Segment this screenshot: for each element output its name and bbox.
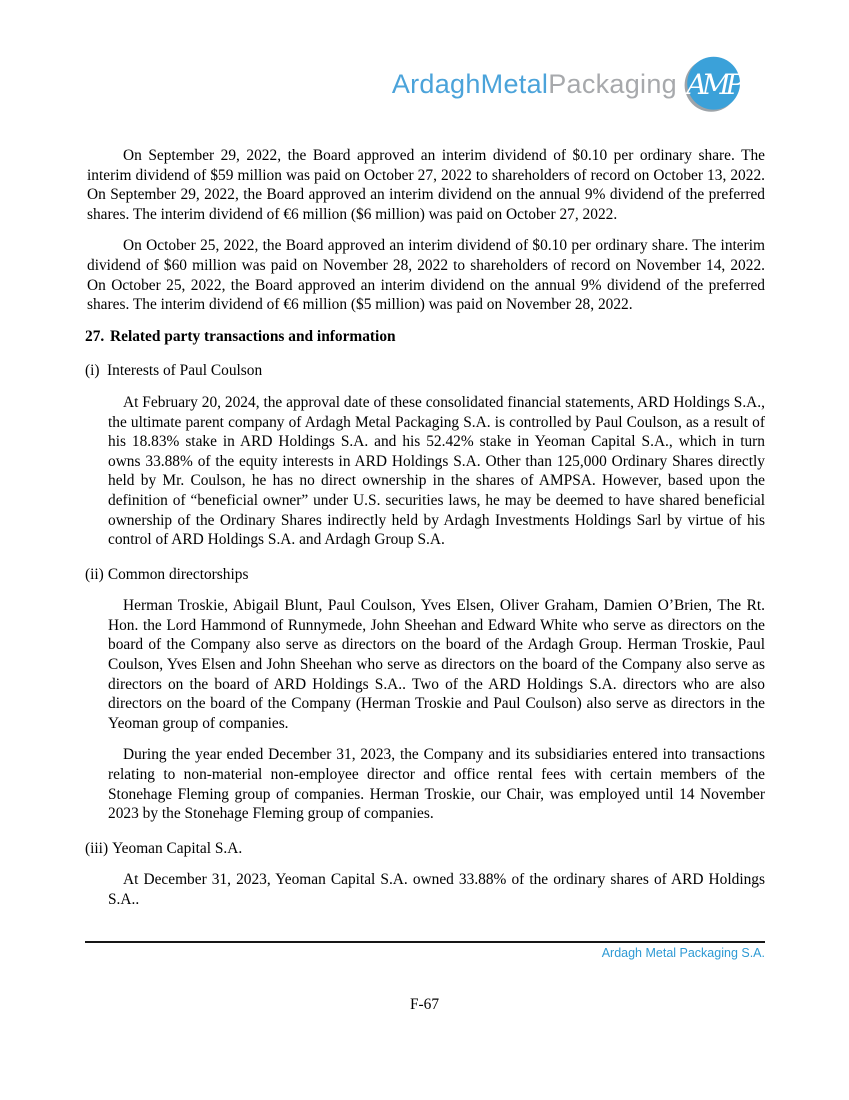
subsection-i-title: Interests of Paul Coulson: [107, 362, 263, 380]
logo-text-ardagh-metal: ArdaghMetal: [391, 68, 549, 99]
page-number: F-67: [409, 996, 440, 1013]
footer-company-name: Ardagh Metal Packaging S.A.: [601, 946, 765, 960]
footer-rule: [85, 941, 765, 943]
section-title: Related party transactions and information: [110, 327, 396, 345]
paragraph-stonehage-fleming: During the year ended December 31, 2023, the Company and its subsidiaries entered into transactions relating to non-material non-employee director and office rental fees with certain members of the Stonehage Fleming group of companies. Herman Troskie, our Chair, was employed until 14 November 2023 by the Stonehage Fleming group of companies.: [108, 746, 765, 823]
subsection-iii-heading: [85, 839, 765, 859]
subsection-ii-label: (ii): [85, 565, 104, 583]
logo-text-packaging: Packaging: [548, 68, 677, 99]
section-number: 27.: [85, 327, 105, 345]
amp-badge-icon: [684, 55, 742, 113]
subsection-iii-label: (iii): [85, 839, 109, 857]
paragraph-yeoman-capital: At December 31, 2023, Yeoman Capital S.A. owned 33.88% of the ordinary shares of ARD Holdings S.A..: [108, 871, 765, 908]
company-logo: [0, 0, 849, 113]
document-body: [0, 146, 849, 910]
subsection-ii-title: Common directorships: [107, 565, 249, 583]
subsection-iii-title: Yeoman Capital S.A.: [112, 839, 243, 857]
amp-badge-letters: AMP: [686, 68, 740, 101]
paragraph-common-directorships: Herman Troskie, Abigail Blunt, Paul Coulson, Yves Elsen, Oliver Graham, Damien O’Brien, The Rt. Hon. the Lord Hammond of Runnymede, John Sheehan and Edward White who serve as directors on the board of the Company also serve as directors on the board of the Ardagh Group. Herman Troskie, Paul Coulson, Yves Elsen and John Sheehan who serve as directors on the board of the Company also serve as directors on the board of ARD Holdings S.A.. Two of the ARD Holdings S.A. directors who are also directors on the board of the Company (Herman Troskie and Paul Coulson) also serve as directors in the Yeoman group of companies.: [108, 597, 765, 732]
subsection-ii-heading: [85, 565, 765, 585]
logo-wordmark: [391, 68, 677, 99]
section-heading: [85, 327, 765, 347]
subsection-i-heading: [85, 361, 765, 381]
paragraph-paul-coulson-interests: At February 20, 2024, the approval date of these consolidated financial statements, ARD Holdings S.A., the ultimate parent company of Ardagh Metal Packaging S.A. is controlled by Paul Coulson, as a result of his 18.83% stake in ARD Holdings S.A. and his 52.42% stake in Yeoman Capital S.A., which in turn owns 33.88% of the equity interests in ARD Holdings S.A. Other than 125,000 Ordinary Shares directly held by Mr. Coulson, he has no direct ownership in the shares of AMPSA. However, based upon the definition of “beneficial owner” under U.S. securities laws, he may be deemed to have shared beneficial ownership of the Ordinary Shares indirectly held by Ardagh Investments Holdings Sarl by virtue of his control of ARD Holdings S.A. and Ardagh Group S.A.: [108, 393, 765, 549]
subsection-i-label: (i): [85, 362, 100, 380]
paragraph-dividend-september: On September 29, 2022, the Board approved an interim dividend of $0.10 per ordinary share. The interim dividend of $59 million was paid on October 27, 2022 to shareholders of record on October 13, 2022. On September 29, 2022, the Board approved an interim dividend on the annual 9% dividend of the preferred shares. The interim dividend of €6 million ($6 million) was paid on October 27, 2022.: [87, 147, 765, 223]
paragraph-dividend-october: On October 25, 2022, the Board approved an interim dividend of $0.10 per ordinary share. The interim dividend of $60 million was paid on November 28, 2022 to shareholders of record on November 14, 2022. On October 25, 2022, the Board approved an interim dividend on the annual 9% dividend of the preferred shares. The interim dividend of €6 million ($5 million) was paid on November 28, 2022.: [87, 237, 765, 314]
